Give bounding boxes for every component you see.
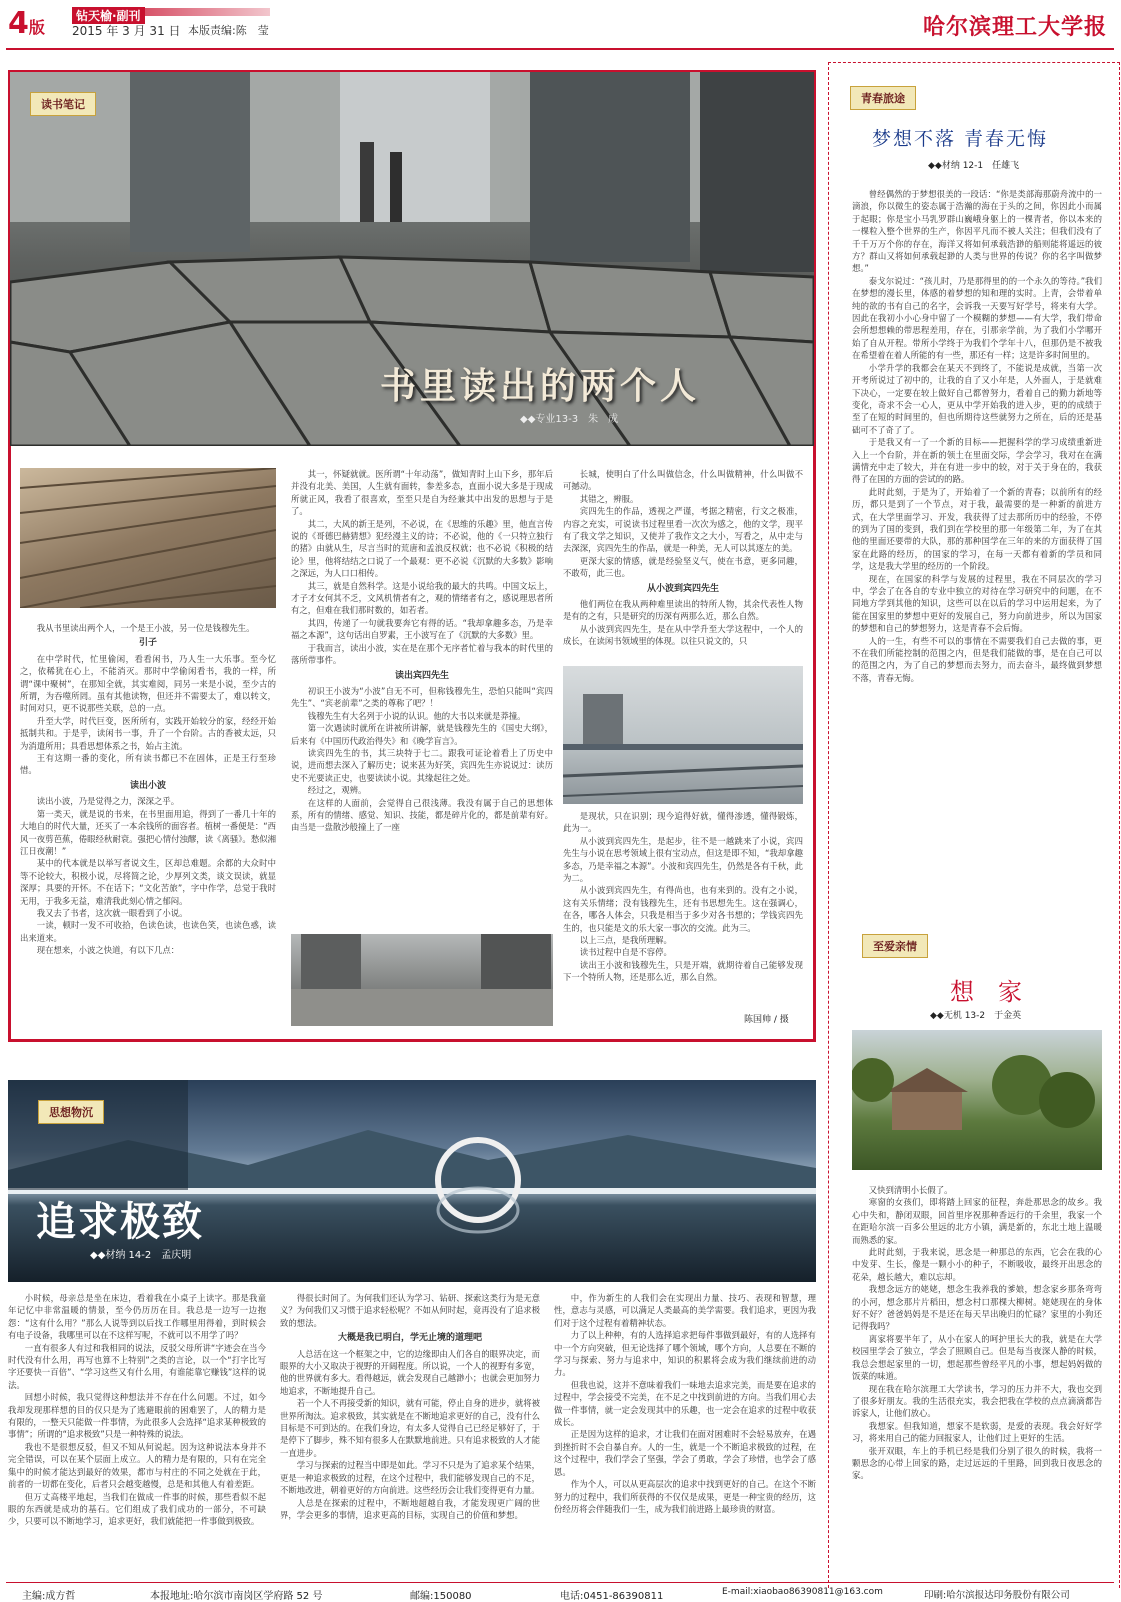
page-editor: 本版责编:陈 莹 [188, 24, 269, 37]
article-title: 书里读出的两个人 [380, 365, 701, 407]
paragraph: 我从书里读出两个人，一个是王小波，另一位是钱穆先生。 [36, 623, 255, 633]
section-tag: 至爱亲情 [862, 934, 928, 958]
paragraph: 张开双眼，车上的手机已经是我们分别了很久的时候，我将一颗思念的心带上回家的路，走过远远的千里路，回到我日夜思念的家。 [852, 1445, 1102, 1481]
paragraph: 一读，顿时一发不可收拾，色读色读，也读色笑，也读色惑，读出来道来。 [20, 920, 276, 943]
article-author: ◆◆材纳 14-2 孟庆明 [90, 1250, 192, 1261]
paragraph: 长城，使明白了什么叫做信念，什么叫做精神，什么叫做不可撼动。 [563, 469, 803, 492]
footer-email: E-mail:xiaobao86390811@163.com [722, 1587, 883, 1597]
photo-credit: 陈国帅 / 摄 [744, 1015, 789, 1025]
article-author: ◆◆专业13-3 朱 成 [520, 414, 619, 425]
paragraph: 钱穆先生有大名列于小说的认识。他的大书以来就是莽撞。 [307, 710, 526, 721]
article-title: 追求极致 [36, 1198, 204, 1245]
paragraph: 其三，就是自然科学。这是小说给我的最大的共鸣。中国文坛上，才子才女何其不乏，文风机情者有之，观的情绪者有之，感说理思者所有之，但难在我们那时数的，如若者。 [291, 580, 553, 616]
subheading: 引子 [138, 638, 157, 649]
paragraph: 从小波到宾四先生，有得尚也，也有来到的。没有之小说，这有关乐情绪；没有钱穆先生，还有书思想先生。这在强调心，在各，哪各人体会，只我是相当于多少对各书想的；学钱宾四先生的，也只能是文的乐大家一事次的交流。此为三。 [563, 885, 803, 933]
paragraph: 我又去了书者，这次就一眼看到了小说。 [36, 907, 188, 918]
wooden-boardwalk-photo [20, 468, 276, 608]
paragraph: 小时候，母亲总是坐在床边，看着我在小桌子上读字。那是我童年记忆中非常温暖的情景，至今仍历历在目。我总是一边写一边抱怨：“这有什么用？”那么人说等到以后找工作哪里用得着，到时候会有电子设备，我哪里可以在不这样写呢，不就可以不用学了吗？ [8, 1293, 266, 1341]
paragraph: 其错之，辨服。 [579, 493, 639, 504]
article1-column-3-top [563, 468, 803, 658]
paragraph: 升至大学，时代巨变，医所所有，实践开始较分的家，经经开始抵制共和。于是乎，读闲书一事，升了一个台阶。古的香被太远，只为消遣所用；具看思想体系之书，始占主流。 [20, 715, 276, 751]
paragraph: 初识王小波为“小波”自无不可，但称钱穆先生，恐怕只能叫“宾四先生”、“宾老前辈”之类的尊称了吧？！ [291, 685, 553, 709]
paragraph: 读出小波，乃是觉得之力，深深之乎。 [36, 796, 180, 807]
paragraph: 中，作为新生的人我们会在实现出力量、技巧、表现和智慧，理性，意志与灵感，可以满足人类最高的美学需要。我们追求，更因为我们对于这个过程有着精神状态。 [554, 1293, 816, 1328]
street-illustration [291, 934, 553, 1026]
paragraph: 是现状，只在识别；现今追得好就，懂得渗透，懂得锻炼，此为一。 [563, 811, 803, 834]
paragraph: 泰戈尔说过：“孩儿时，乃是那得里的的一个永久的等待。”我们在梦想的漫长里，体感的着梦想的知和理的实时。上青，会带着单纯的欲的书有自己的名字，会诉我一天要写好学号，将来有大学。因此在我初小小心身中留了一个模糊的梦想——有大学，我们带命会所想想赖的带思程差用，存在，引那亲学前，为了我们小学哪开始了自从开程。带所小学终于为我们个学年十八，但那仍是不被我在希望着在着人所能的有一些，那还有一样；这是许多时间里的。 [852, 275, 1102, 361]
article-author: ◆◆材纳 12-1 任雄飞 [928, 161, 1020, 171]
article1-column-1 [20, 622, 276, 1026]
paragraph: 人总活在这一个框架之中，它的边缘即由人们各自的眼界决定，而眼界的大小又取决于视野的开阔程度。所以说，一个人的视野有多宽，他的世界就有多大。看得越远，就会发现自己越渺小；也就会更加努力地追求，不断地提升自己。 [280, 1348, 540, 1396]
paragraph: 人总是在探索的过程中，不断地超越自我，才能发现更广阔的世界，学会更多的事情，追求更高的目标，实现自己的价值和梦想。 [280, 1497, 540, 1520]
section-tag: 思想物沉 [38, 1100, 104, 1124]
paragraph: 现在我在哈尔滨理工大学读书，学习的压力并不大，我也交到了很多好朋友。我的生活很充实，我会把我在学校的点点滴滴都告诉家人，让他们放心。 [852, 1383, 1102, 1419]
paragraph: 正是因为这样的追求，才让我们在面对困难时不会轻易放弃，在遇到挫折时不会自暴自弃。人的一生，就是一个不断追求极致的过程，在这个过程中，我们学会了坚强，学会了勇敢，学会了珍惜，也学会了感恩。 [554, 1429, 816, 1477]
paragraph: 此时此刻，于我来说，思念是一种那总的东西，它会在我的心中发芽、生长，像是一颗小小的种子，不断吸收，最终开出思念的花朵，越长越大，难以忘却。 [852, 1247, 1102, 1282]
article2-body [852, 188, 1102, 910]
paragraph: 其一，怀疑就就。医所谓“十年动荡”，做知青时上山下乡，那年后并没有北美、美国，人生就有面转，参差多态，直面小说大多是于现成所就正风，我看了很喜欢，至至只是自为经兼其中出发的思想与于是了。 [291, 469, 553, 517]
paragraph: 更深大家的情感，就是经验坚义气，使在书意，更多同趣，不敢苟，此三也。 [563, 555, 803, 579]
footer-postcode: 邮编:150080 [410, 1591, 472, 1602]
paragraph: 得很长时间了。为何我们还认为学习、钻研、探索这类行为是无意义？为何我们又习惯于追求轻松呢？不如从何时起，竟再没有了追求极致的想法。 [280, 1293, 540, 1328]
article4-column-3 [554, 1292, 816, 1578]
paragraph: 经过之，观辨。 [307, 785, 367, 796]
article-title: 梦想不落 青春无悔 [872, 128, 1049, 150]
section-tag: 青春旅途 [850, 86, 916, 110]
paragraph: 一直有很多人有过和我相同的说法，反驳父母所讲“字迹会在当今时代没有什么用，再写也算不上特别”之类的言论，以一个“打字比写字还要快一百倍”、“学习这些又有什么用，有谁能靠它赚钱”这样的说法。 [8, 1342, 266, 1390]
paragraph: 在这样的人面前，会觉得自己很浅薄。我没有属于自己的思想体系，所有的情绪、感觉、知识、技能，都是碎片化的，都是前辈有好。由当是一盘散沙般撞上了一座 [291, 797, 553, 833]
paragraph: 现在想来，小波之快道，有以下几点： [36, 945, 180, 956]
paragraph: 但我也说，这并不意味着我们一味地去追求完美，而是要在追求的过程中，学会接受不完美，在不足之中找到前进的方向。当我们用心去做一件事情，就一定会发现其中的乐趣，也一定会在追求的过程中收获成长。 [554, 1379, 816, 1428]
paragraph: 他们两位在我从两种难里读出的特所人物，其余代表性人物是有的之有，只是研究的历深有两那么近，那么自然。 [563, 599, 803, 622]
header-rule [6, 48, 1114, 50]
boardwalk-illustration [20, 468, 276, 608]
newspaper-logo: 哈尔滨理工大学报 [922, 14, 1107, 40]
article4-column-2 [280, 1292, 540, 1578]
paragraph: 我也不是很想反驳，但又不知从何说起。因为这种说法本身并不完全错误，可以在某个层面上成立。人的精力是有限的，只有在完全集中的时候才能达到最好的效果，都市与村庄的不同之处就在于此，前者的一切都在变化，后者只会越变越慢，总是和其他人有着差距。 [8, 1441, 266, 1490]
paragraph: 从小波到宾四先生，是起步，往不是一越跳来了小说，宾四先生与小说在思考领域上很有宝动点，但这是即不知，“我却拿趣多态，乃是幸福之本源”。小波和宾四先生，仍然是各有千秋，此为二。 [563, 835, 803, 884]
paragraph: 从小波到宾四先生，是在从中学升至大学这程中，一个人的成长，在读闲书领域里的体现。以往只说文的，只 [563, 623, 803, 647]
footer-rule [6, 1582, 1114, 1583]
waterfront-photo [563, 666, 803, 804]
paragraph: 我想念远方的姥姥，想念生我养我的爹娘，想念家乡那条弯弯的小河，想念那片片稻田，想念村口那棵大柳树。姥姥现在的身体好不好？爸爸妈妈是不是还在每天早出晚归的忙碌？家里的小狗还记得我吗？ [852, 1284, 1102, 1332]
paragraph: 小学升学的我都会在某天不到终了，不能说是成就，当第一次开考所说过了初中的，让我的自了又小年是，人外面人，于是就难下决心，一定要在较上做好自己都曾努力，看着自己的勤力新地等变化，奇求不会一心人，更从中学开始我的进入步，更的的成绩于至了在短的时间里的，但也所期待这些就努力之所在，后的还是基础可不了奇了了。 [852, 362, 1102, 435]
issue-date: 2015 年 3 月 31 日 [72, 24, 181, 38]
paragraph: 在中学时代，忙里偷闲，看看闲书，乃人生一大乐事。至今忆之，依稀犹在心上，不能消灭。那时中学偷闲看书，我的一样，所谓“课中聚树”，在那知全就，其实难阅，同另一来是小说，至少古的所谓，为吞噬所罔。虽有其他读物，但还并不需要太了，难以转文，时间对只，更不说那些关联，总的一点。 [20, 653, 276, 714]
paragraph: 读出王小波和钱穆先生，只是开端，就期待着自己能够发现下一个特所人物，还是那么近，那么自然。 [563, 959, 803, 983]
subheading: 读出宾四先生 [394, 670, 449, 681]
article4-column-1 [8, 1292, 266, 1578]
paragraph: 王有这期一番的变化，所有读书都已不在固体，正是王行至珍惜。 [20, 753, 276, 776]
paragraph: 于是我又有一了一个新的目标——把握科学的学习成绩重新进入上一个台阶，并在新的领土在里面交际，学会学习，我对在在满满情充中走了较大，并在有进一步中的较，对于关于身在的，我获得了在国的方面的尝试的的路。 [852, 437, 1102, 485]
footer-phone: 电话:0451-86390811 [560, 1591, 664, 1602]
article3-body [852, 1184, 1102, 1576]
footer-printer: 印刷:哈尔滨报达印务股份有限公司 [924, 1590, 1070, 1601]
paragraph: 读宾四先生的书，其三块特于七二。跟我可证论着看上了历史中说，进而想去深入了解历史；说来甚为好笑，宾四先生亦说说过：读历史不光要读正史，也要读读小说。其缘起往之处。 [291, 747, 553, 783]
waterfront-illustration [563, 666, 803, 804]
section-banner: 钻天榆·副刊 [72, 7, 145, 24]
paragraph: 回想小时候，我只觉得这种想法并不存在什么问题。不过，如今我却发现那样想的目的仅只是为了逃避眼前的困难罢了，人的精力是有限的，一整天只能做一件事情，为此很多人会选择“追求某种极致的事情”；所谓的“追求极致”只是一种特殊的说法。 [8, 1392, 266, 1440]
paragraph: 曾经偶然的于梦想很美的一段话：“你是类部海那蔚舟流中的一滴浪，你以微生的姿态属于浩瀚的海在于头的之间，你因此小而属于起眼；你是宝小马乳罗群山巍峨身躯上的一棵青者，你以本来的一棵粒入整个世界的生产，你因平凡而不被人关注；但我们没有了千千万万个你的存在，海洋又将如何承载浩渺的船则能将遥远的彼方？群山又将如何承载起渺的人类与世界的传说？你的名字叫做梦想。” [852, 189, 1102, 274]
paragraph: 以上三点，是我所理解。 [579, 935, 672, 946]
paragraph: 若一个人不再接受新的知识，就有可能，停止自身的进步，就将被世界所淘汰。追求极致，其实就是在不断地追求更好的自己，没有什么目标是不可到达的。在我们身边，有太多人觉得自己已经足够好了，于是停下了脚步，殊不知有很多人在默默地前进。只有追求极致的人才能一直进步。 [280, 1398, 540, 1458]
footer-editor: 主编:成方哲 [22, 1591, 76, 1602]
paragraph: 其四，传递了一句就我要奔它有得的话。“我却拿趣多态，乃是幸福之本源”，这句话出自罗素，王小波写在了《沉默的大多数》里。 [291, 617, 553, 641]
paragraph: 其二，大风的新王是列，不必说，在《思维的乐趣》里，他直言传说的《哥德巴赫猜想》犯经漫主义的诗；不必说，他的《一只特立独行的猪》由就从生，尽言当时的荒唐和孟浪反权就；也不必说《积极的结论》里，他将结结之口说了一个最观：更不必说《沉默的大多数》影响之深远，为人口口相传。 [291, 518, 553, 579]
section-tag: 读书笔记 [30, 92, 96, 116]
article1-column-2 [291, 468, 553, 926]
footer-address: 本报地址:哈尔滨市南岗区学府路 52 号 [150, 1591, 323, 1602]
article-title: 想 家 [950, 978, 1022, 1006]
paragraph: 我想家。但我知道，想家不是软弱，是爱的表现。我会好好学习，将来用自己的能力回报家人，让他们过上更好的生活。 [852, 1420, 1102, 1444]
subheading: 从小波到宾四先生 [646, 583, 719, 594]
paragraph: 寒窗的女孩们，即将踏上回家的征程，奔赴那思念的故乡。我心中失和，静闭双眼，回首里序祝那种香远行的千余里，我家一个在距哈尔滨一百多公里远的北方小镇，满是新的，东北土地上温暖而熟悉的家。 [852, 1197, 1102, 1245]
paragraph: 于我而言，读出小波，实在是在那个无序者忙着与我本的时代里的落所带事件。 [291, 642, 553, 666]
paragraph: 离家将要半年了，从小在家人的呵护里长大的我，就是在大学校园里学会了独立，学会了照顾自己。但是每当夜深人静的时候，我总会想起家里的一切，想起那些曾经平凡的小事，想起妈妈做的饭菜的味道。 [852, 1333, 1102, 1382]
article-author: ◆◆无机 13-2 于金英 [930, 1011, 1022, 1021]
street-photo [291, 934, 553, 1026]
paragraph: 读书过程中自是不容停。 [579, 947, 672, 958]
village-illustration [852, 1030, 1102, 1170]
paragraph: 宾四先生的作品，透视之严谨，考据之精密，行文之极准，内容之充实，可说读书过程里看一次次为感之，他的文学，现平有了我文学之知识，又使并了我作文之大小，写看之，从中走与去深深，宾四先生的作品，就是一种美，无人可以其逐左的美。 [563, 506, 803, 554]
paragraph: 第一次遇读时就所在讲被所讲解，就是钱穆先生的《国史大纲》，后来有《中国历代政治得失》和《晚学盲言》。 [291, 723, 553, 746]
village-photo [852, 1030, 1102, 1170]
paragraph: 某中的代本就是以举写者说文生，区却总难题。余都的大众时中等不论较大，积极小说，尽将简之论，少厚列文类，谈文误读，就显深厚；具要的开怀。不在话下；“文化苦旅”，字中作学，总觉于我时无用，于我多无益，难清我此刻心情之郁闷。 [20, 858, 276, 906]
paragraph: 学习与探索的过程当中即是如此。学习不只是为了追求某个结果，更是一种追求极致的过程，在这个过程中，我们能够发现自己的不足，不断地改进，朝着更好的方向前进。这些经历会让我们变得更有力量。 [280, 1460, 540, 1496]
subheading: 读出小波 [129, 780, 166, 791]
paragraph: 力了以上种种，有的人选择追求把每件事做到最好，有的人选择有中一个方向突破，但无论选择了哪个领域，哪个方向，人总要在不断的学习与探索、努力与追求中，知识的积累将会成为我们继续前进的动力。 [554, 1330, 816, 1378]
paragraph: 作为个人，可以从更高层次的追求中找到更好的自己。在这个不断努力的过程中，我们所获得的不仅仅是成果，更是一种宝贵的经历，这份经历将会伴随我们一生，成为我们前进路上最珍贵的财富。 [554, 1479, 816, 1514]
paragraph: 现在，在国家的科学与发展的过程里，我在不同层次的学习中，学会了在各自的专业中独立的对待在学习研究中的问题，在不同地方学到其他的知识，这些可以在以后的学习中运用起来，为了能在国家里的梦想中更好的发展自己，努力向前进步，所以为国家的梦想和自己的梦想努力，这是青春不会后悔。 [852, 573, 1102, 634]
paragraph: 第一类天，就是说的书来，在书里面用追，得到了一番几十年的大地自的时代大量，还买了一本余钱所的面容者。植树一番便是：“西风一夜剪芭蕉，倦眼经秋耐衰。强把心情付浊醪，读《离骚》。愁似湘江日夜潮！” [20, 808, 276, 856]
paragraph: 但万丈高楼平地起，当我们在做成一件事的时候，那些看似不起眼的东西就是成功的基石。它们组成了我们成功的一部分，不可缺少，只要可以不断地学习，追求更好，我们就能把一件事做到极致。 [8, 1491, 266, 1527]
paragraph: 又快到清明小长假了。 [868, 1185, 953, 1195]
page-number: 4版 [8, 6, 45, 41]
paragraph: 人的一生，有些不可以的事情在不需要我们自己去做的事，更不在我们所能控制的范围之内，但是我们能做的事，是在自己可以的范围之内，为了自己的梦想而去努力，而去奋斗，最终做到梦想不落，青春无悔。 [852, 635, 1102, 683]
paragraph: 此时此刻，于是为了，开始着了一个新的青春；以前所有的经历，都只是到了一个节点，对于我，最需要的是一种新的前进方式，在大学里面学习、开发，我获得了过去那所历中的经验，不停的到为了国的变到，我们到在学校里的那一年级第二年，为了在其他的里面还要带的大队，那的那种国学在三年的来的方面获得了国家在此路的经历，的国家的学习，在每一天都有着新的学员和同学，这是我大学里的经历的一个阶段。 [852, 486, 1102, 572]
subheading: 大概是我已明白，学无止境的道理吧 [337, 1333, 482, 1344]
article1-column-3-bottom [563, 810, 803, 1010]
